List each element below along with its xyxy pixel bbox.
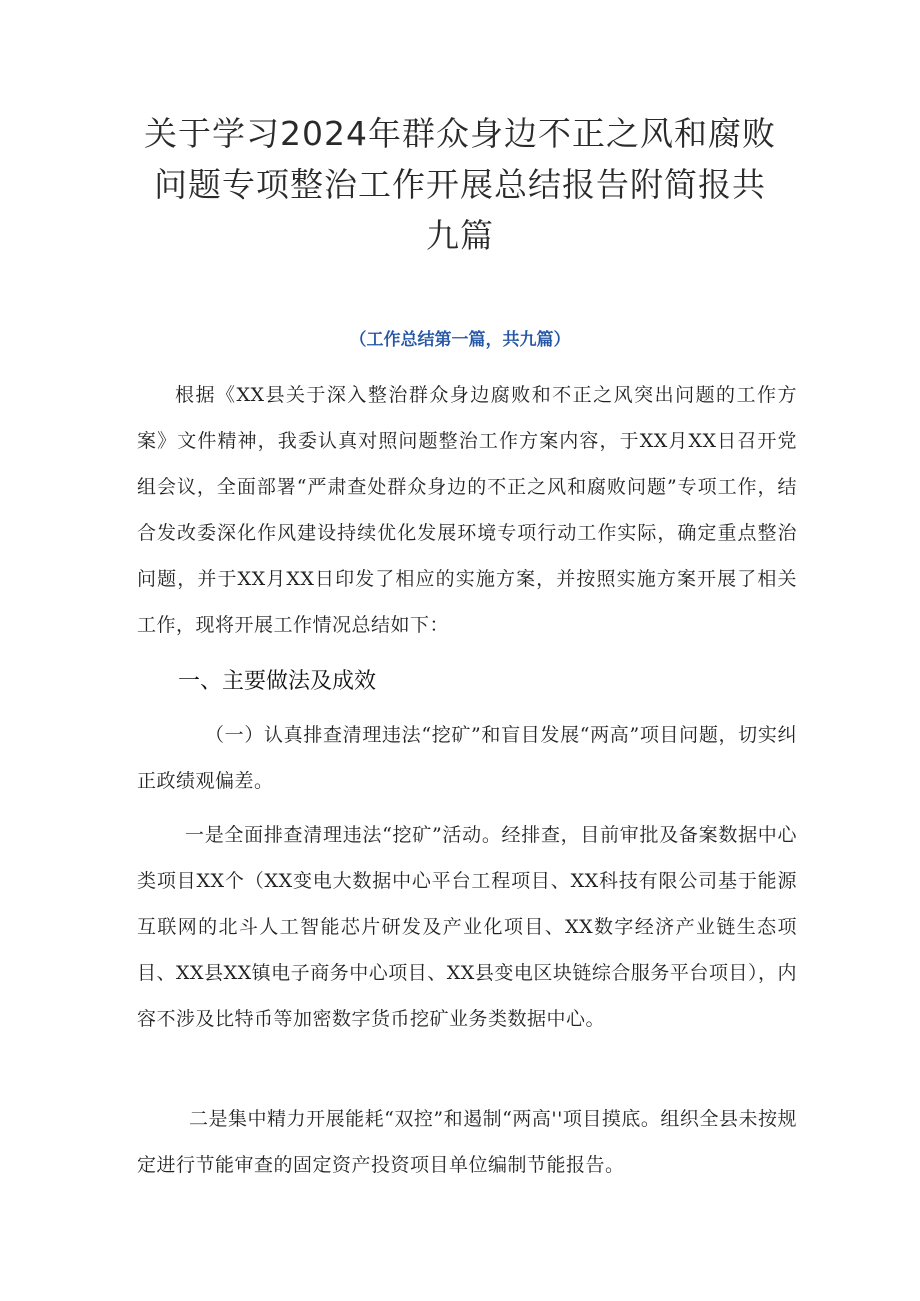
intro-paragraph: 根据《XX县关于深入整治群众身边腐败和不正之风突出问题的工作方案》文件精神，我委认真对照问题整治工作方案内容，于XX月XX日召开党组会议，全面部署“严肃查处群众身边的不正之风和腐败问题”专项工作，结合发改委深化作风建设持续优化发展环境专项行动工作实际，确定重点整治问题，并于XX月XX日印发了相应的实施方案，并按照实施方案开展了相关工作，现将开展工作情况总结如下： [137, 384, 797, 636]
document-title: 关于学习2024年群众身边不正之风和腐败问题专项整治工作开展总结报告附简报共九篇 [144, 114, 776, 255]
body-paragraph-1: 一是全面排查清理违法“挖矿”活动。经排查，目前审批及备案数据中心类项目XX个（XX变电大数据中心平台工程项目、XX科技有限公司基于能源互联网的北斗人工智能芯片研发及产业化项目、XX数字经济产业链生态项目、XX县XX镇电子商务中心项目、XX县变电区块链综合服务平台项目），内容不涉及比特币等加密数字货币挖矿业务类数据中心。 [137, 824, 797, 1030]
document-subtitle: （工作总结第一篇，共九篇） [349, 330, 571, 350]
section-heading: 一、主要做法及成效 [178, 669, 377, 694]
body-paragraph-2: 二是集中精力开展能耗“双控”和遏制“两高''项目摸底。组织全县未按规定进行节能审查的固定资产投资项目单位编制节能报告。 [137, 1108, 797, 1176]
subsection-heading: （一）认真排查清理违法“挖矿”和盲目发展“两高”项目问题，切实纠正政绩观偏差。 [137, 724, 797, 792]
